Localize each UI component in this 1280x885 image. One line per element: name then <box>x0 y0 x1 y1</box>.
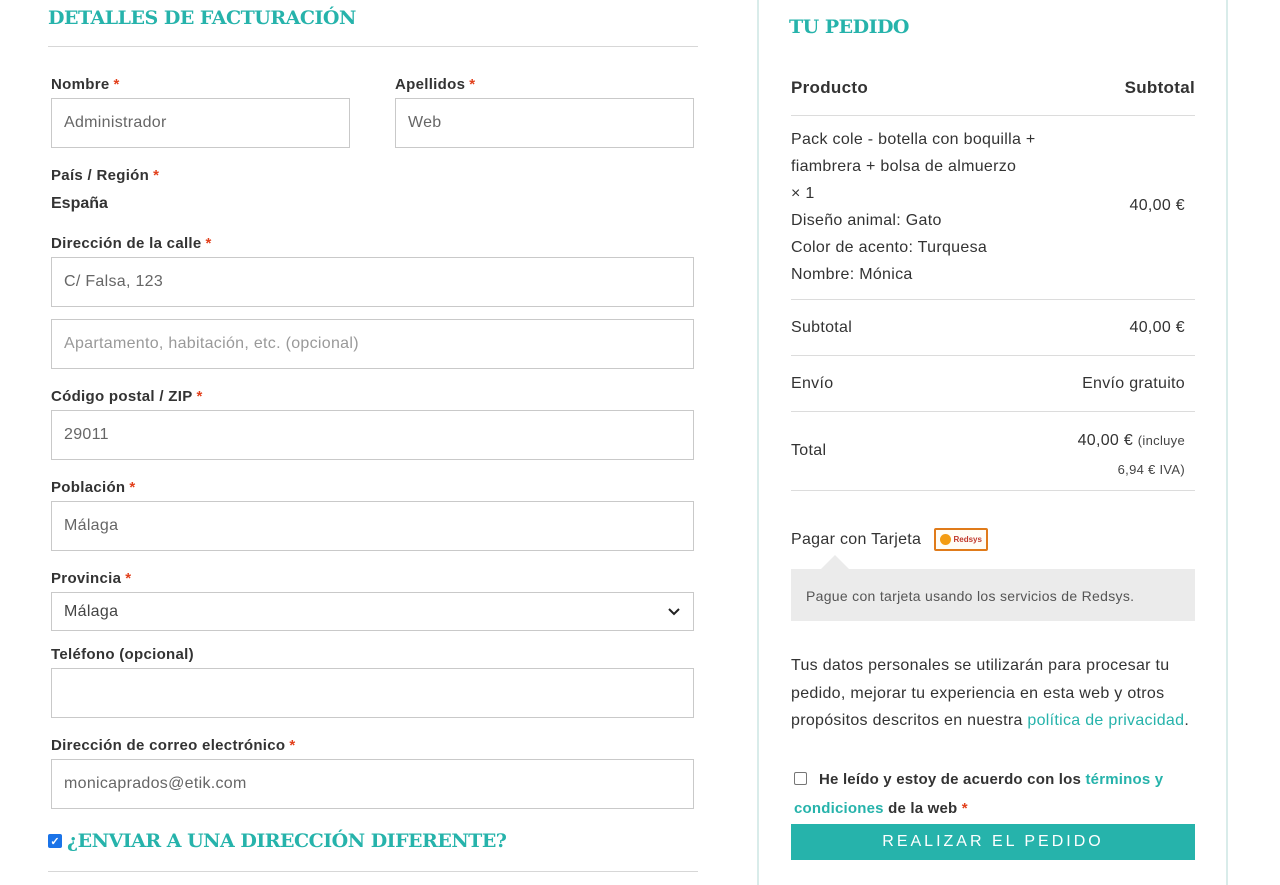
country-label <box>51 167 159 184</box>
terms-row <box>794 765 1194 823</box>
privacy-notice <box>791 652 1195 735</box>
postcode-input[interactable] <box>51 410 694 460</box>
item-name-line1: Pack cole - botella con boquilla + <box>791 131 1036 148</box>
phone-input[interactable] <box>51 668 694 718</box>
order-review <box>757 0 1228 885</box>
street-input[interactable] <box>51 257 694 307</box>
product-header: Producto <box>791 78 869 97</box>
shipping-row <box>791 356 1195 412</box>
last-name-label <box>395 76 475 93</box>
total-label: Total <box>791 442 827 459</box>
total-value: 40,00 € <box>1077 432 1134 449</box>
item-meta-name: Nombre: Mónica <box>791 266 913 283</box>
state-label <box>51 570 131 587</box>
redsys-logo-text: Redsys <box>953 535 982 544</box>
street2-placeholder: Apartamento, habitación, etc. (opcional) <box>64 335 359 352</box>
first-name-value: Administrador <box>64 114 167 131</box>
ship-different-checkbox[interactable]: ✓ <box>48 834 62 848</box>
privacy-policy-link[interactable]: política de privacidad <box>1027 712 1185 729</box>
shipping-value: Envío gratuito <box>1082 375 1185 392</box>
item-quantity: × 1 <box>791 185 815 202</box>
last-name-label-text: Apellidos <box>395 76 466 93</box>
country-value: España <box>51 195 108 212</box>
required-mark: * <box>469 76 476 93</box>
state-label-text: Provincia <box>51 570 122 587</box>
subtotal-label: Subtotal <box>791 319 853 336</box>
terms-checkbox[interactable] <box>794 772 807 785</box>
item-price: 40,00 € <box>1129 197 1185 214</box>
state-value: Málaga <box>64 602 119 620</box>
ship-divider <box>48 871 698 872</box>
required-mark: * <box>129 479 136 496</box>
total-tax-part2: 6,94 € IVA) <box>1117 462 1185 477</box>
redsys-logo <box>934 528 988 551</box>
required-mark: * <box>961 800 968 817</box>
required-mark: * <box>205 235 212 252</box>
required-mark: * <box>289 737 296 754</box>
item-meta-design: Diseño animal: Gato <box>791 212 942 229</box>
order-title: TU PEDIDO <box>789 16 909 38</box>
payment-method-row[interactable] <box>791 528 988 551</box>
terms-prefix: He leído y estoy de acuerdo con los <box>819 771 1086 788</box>
email-input[interactable] <box>51 759 694 809</box>
total-value-block <box>1078 426 1185 484</box>
redsys-logo-mark <box>940 534 951 545</box>
street2-input[interactable] <box>51 319 694 369</box>
phone-label <box>51 646 194 663</box>
order-item-details <box>791 126 1071 288</box>
street-value: C/ Falsa, 123 <box>64 273 164 290</box>
privacy-end: . <box>1184 712 1190 729</box>
order-table-header <box>791 72 1195 116</box>
postcode-label <box>51 388 203 405</box>
place-order-button[interactable]: REALIZAR EL PEDIDO <box>791 824 1195 860</box>
item-meta-color: Color de acento: Turquesa <box>791 239 988 256</box>
country-label-text: País / Región <box>51 167 150 184</box>
billing-title: DETALLES DE FACTURACIÓN <box>48 7 356 29</box>
email-label-text: Dirección de correo electrónico <box>51 737 286 754</box>
phone-label-text: Teléfono (opcional) <box>51 646 194 663</box>
first-name-input[interactable] <box>51 98 350 148</box>
billing-title-divider <box>48 46 698 47</box>
state-select[interactable] <box>51 592 694 631</box>
shipping-label: Envío <box>791 375 834 392</box>
ship-different-label[interactable]: ¿ENVIAR A UNA DIRECCIÓN DIFERENTE? <box>67 830 507 852</box>
payment-description: Pague con tarjeta usando los servicios de Redsys. <box>791 569 1195 621</box>
terms-link[interactable]: términos y condiciones <box>794 771 1164 817</box>
subtotal-header: Subtotal <box>1124 78 1195 97</box>
city-input[interactable] <box>51 501 694 551</box>
item-name-line2: fiambrera + bolsa de almuerzo <box>791 158 1017 175</box>
chevron-down-icon <box>667 605 681 619</box>
city-label-text: Población <box>51 479 126 496</box>
total-tax-part1: (incluye <box>1137 433 1185 448</box>
terms-suffix: de la web <box>883 800 962 817</box>
street-label-text: Dirección de la calle <box>51 235 202 252</box>
payment-box-arrow <box>821 555 849 569</box>
email-value: monicaprados@etik.com <box>64 775 247 792</box>
first-name-label-text: Nombre <box>51 76 110 93</box>
city-label <box>51 479 136 496</box>
last-name-value: Web <box>408 114 442 131</box>
ship-different-row <box>48 830 506 852</box>
required-mark: * <box>153 167 160 184</box>
total-row <box>791 412 1195 491</box>
privacy-text: Tus datos personales se utilizarán para procesar tu pedido, mejorar tu experiencia en esta web y otros propósitos descritos en nuestra <box>791 657 1170 729</box>
payment-method-label[interactable]: Pagar con Tarjeta <box>791 530 922 548</box>
order-item-row <box>791 116 1195 300</box>
required-mark: * <box>196 388 203 405</box>
subtotal-row <box>791 300 1195 356</box>
last-name-input[interactable] <box>395 98 694 148</box>
postcode-value: 29011 <box>64 426 109 443</box>
billing-section <box>48 0 698 852</box>
required-mark: * <box>125 570 132 587</box>
email-label <box>51 737 296 754</box>
subtotal-value: 40,00 € <box>1129 319 1185 336</box>
first-name-label <box>51 76 120 93</box>
street-label <box>51 235 212 252</box>
postcode-label-text: Código postal / ZIP <box>51 388 193 405</box>
city-value: Málaga <box>64 517 119 534</box>
required-mark: * <box>113 76 120 93</box>
